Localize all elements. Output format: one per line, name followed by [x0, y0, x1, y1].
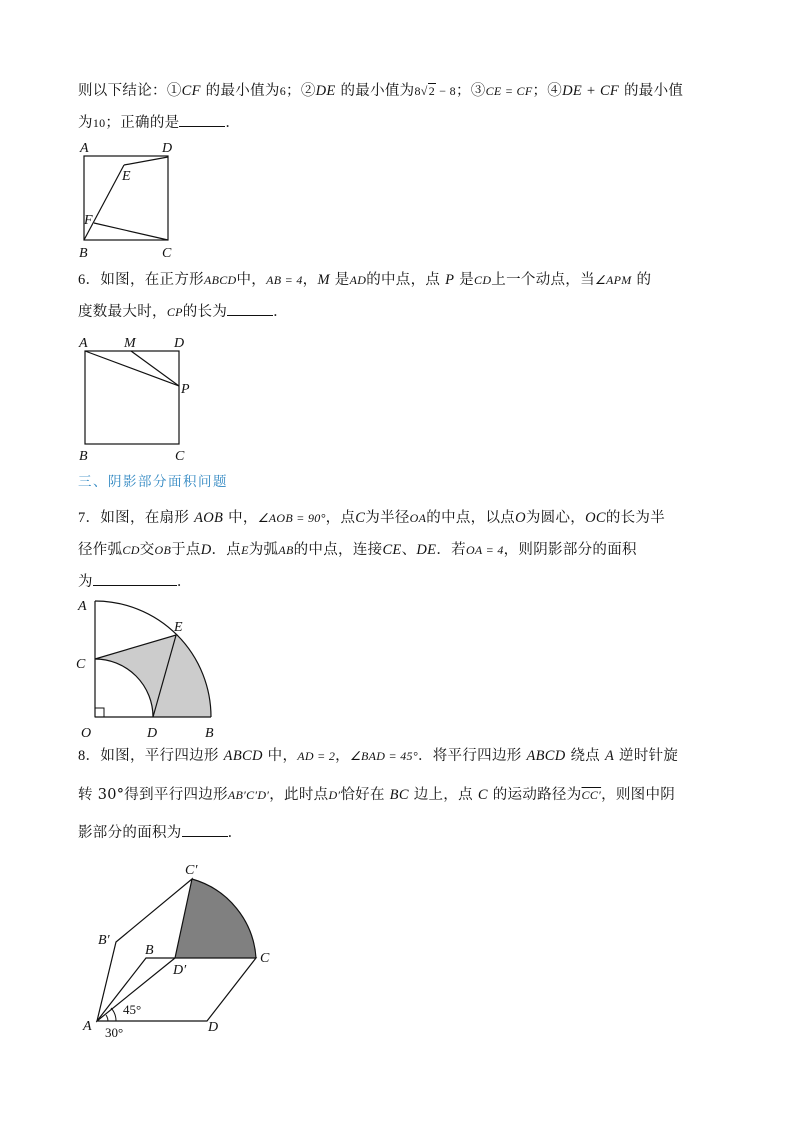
- text: 的最小值为: [335, 83, 415, 99]
- q8-line-1: [78, 746, 678, 766]
- math-expr: DE + CF: [562, 83, 620, 99]
- label-f: F: [84, 213, 93, 228]
- text: 是: [329, 272, 350, 288]
- math-var: M: [317, 272, 330, 288]
- label-a: A: [83, 1019, 92, 1034]
- q8-line-2: [78, 785, 675, 805]
- right-angle-mark: [95, 708, 104, 717]
- label-b: B: [79, 246, 88, 261]
- answer-blank[interactable]: [93, 571, 177, 586]
- label-a: A: [80, 141, 89, 156]
- segment-mp: [131, 351, 179, 386]
- text: 为半径: [365, 510, 410, 526]
- math-var: CE: [382, 542, 402, 558]
- text: 上一个动点，当: [491, 272, 595, 288]
- label-b: B: [79, 449, 88, 460]
- text: 为圆心，: [525, 510, 586, 526]
- label-b: B: [145, 943, 154, 958]
- label-c: C: [76, 657, 86, 672]
- angle-45-mark: [111, 1008, 116, 1021]
- text: 是: [454, 272, 475, 288]
- text: 于点: [171, 542, 201, 558]
- text: ；正确的是: [105, 115, 180, 131]
- text: 如图，平行四边形: [100, 748, 224, 764]
- label-d: D: [147, 726, 158, 741]
- label-c-prime: C′: [185, 863, 198, 878]
- text: 的: [631, 272, 652, 288]
- text: 的最小值为: [200, 83, 280, 99]
- period: ．: [225, 115, 241, 131]
- answer-blank[interactable]: [182, 822, 228, 837]
- shaded-region: [95, 635, 211, 717]
- separator: ；: [286, 83, 301, 99]
- text: 如图，在扇形: [100, 510, 195, 526]
- math-var: D′: [328, 788, 341, 802]
- conclusion-2-number: ②: [300, 83, 316, 99]
- math-var: AOB: [194, 510, 224, 526]
- label-c: C: [260, 951, 270, 966]
- math-var: E: [241, 543, 249, 557]
- math-expr: CE = CF: [485, 84, 533, 98]
- text: 影部分的面积为: [78, 825, 182, 841]
- math-expr: AD = 2: [297, 749, 336, 763]
- square-abcd: [85, 351, 179, 444]
- math-value: − 8: [436, 84, 456, 98]
- label-e: E: [174, 620, 183, 635]
- math-var: ABCD: [203, 273, 237, 287]
- text: 的中点，以点: [426, 510, 516, 526]
- period: ．: [227, 825, 243, 841]
- label-d: D: [174, 336, 185, 351]
- text: 的长为半: [605, 510, 666, 526]
- text: 中，: [236, 272, 267, 288]
- answer-blank[interactable]: [179, 112, 225, 127]
- text: 为弧: [248, 542, 279, 558]
- label-b: B: [205, 726, 214, 741]
- math-var: A: [604, 748, 615, 764]
- q5-line-2: [78, 112, 240, 133]
- sqrt-symbol: √: [420, 84, 428, 98]
- question-number: 7．: [78, 510, 101, 526]
- text: ，此时点: [269, 787, 329, 803]
- conclusion-4-number: ④: [547, 83, 563, 99]
- math-value: 6: [279, 84, 286, 98]
- math-value: 8: [414, 84, 421, 98]
- segment-fc: [94, 223, 168, 240]
- text: 为: [78, 115, 93, 131]
- text: 的中点，连接: [293, 542, 383, 558]
- math-var: OC: [585, 510, 606, 526]
- q8-figure: [75, 850, 285, 1045]
- label-d-prime: D′: [173, 963, 187, 978]
- separator: ；: [532, 83, 548, 99]
- q6-line-2: [78, 301, 288, 322]
- text: ，点: [325, 510, 356, 526]
- question-number: 6．: [78, 272, 101, 288]
- q5-line-1: [78, 81, 683, 101]
- text: 中，: [262, 748, 298, 764]
- conclusion-1-number: ①: [166, 83, 182, 99]
- text: ，则阴影部分的面积: [503, 542, 637, 558]
- math-var: OA: [409, 511, 427, 525]
- math-expr: ∠APM: [594, 273, 632, 287]
- text: ．若: [436, 542, 466, 558]
- label-o: O: [81, 726, 92, 741]
- q7-figure: [70, 595, 230, 743]
- text: 逆时针旋: [614, 748, 679, 764]
- q5-figure: [70, 135, 200, 265]
- text: ．点: [211, 542, 242, 558]
- text: ，: [302, 272, 318, 288]
- text: 为: [78, 574, 93, 590]
- math-var: DE: [315, 83, 336, 99]
- label-p: P: [181, 382, 190, 397]
- text: 恰好在: [340, 787, 390, 803]
- text: ，: [335, 748, 350, 764]
- period: ．: [176, 574, 192, 590]
- arc-notation: CC′: [581, 788, 602, 802]
- math-var: BC: [389, 787, 409, 803]
- text: 的最小值: [619, 83, 684, 99]
- label-a: A: [78, 599, 87, 614]
- period: ．: [273, 304, 288, 320]
- q8-line-3: [78, 822, 242, 843]
- text: 度数最大时，: [78, 304, 167, 320]
- answer-blank[interactable]: [227, 301, 273, 316]
- math-var: C: [477, 787, 488, 803]
- angle-30-mark: [106, 1015, 108, 1021]
- text: 如图，在正方形: [100, 272, 204, 288]
- question-number: 8．: [78, 748, 101, 764]
- q7-line-3: [78, 571, 192, 592]
- math-var: D: [200, 542, 212, 558]
- label-a: A: [79, 336, 88, 351]
- math-expr: ∠BAD = 45°: [349, 749, 418, 763]
- text: 交: [139, 542, 155, 558]
- label-d: D: [208, 1020, 219, 1035]
- q5-intro: 则以下结论：: [78, 83, 167, 99]
- math-var: ABCD: [526, 748, 566, 764]
- angle-30-label: 30°: [105, 1025, 124, 1040]
- math-expr: AB = 4: [266, 273, 303, 287]
- text: 绕点: [565, 748, 605, 764]
- angle-45-label: 45°: [123, 1002, 142, 1017]
- math-var: AB: [278, 543, 294, 557]
- conclusion-3-number: ③: [470, 83, 486, 99]
- math-expr: ∠AOB = 90°: [257, 511, 326, 525]
- math-var: AB′C′D′: [227, 788, 270, 802]
- q6-figure: [70, 330, 200, 460]
- math-var: AD: [349, 273, 367, 287]
- text: ．将平行四边形: [417, 748, 527, 764]
- section-heading: 三、阴影部分面积问题: [78, 474, 228, 490]
- q6-line-1: [78, 270, 651, 290]
- separator: ；: [455, 83, 471, 99]
- label-m: M: [124, 336, 136, 351]
- label-c: C: [162, 246, 172, 261]
- segment-ed: [124, 157, 168, 165]
- label-b-prime: B′: [98, 933, 110, 948]
- math-var: DE: [416, 542, 437, 558]
- math-var: CD: [122, 543, 140, 557]
- math-var: ABCD: [223, 748, 263, 764]
- math-var: CP: [166, 305, 183, 319]
- q7-line-2: [78, 540, 637, 560]
- math-value: 10: [92, 116, 106, 130]
- label-e: E: [122, 169, 131, 184]
- text: 、: [401, 542, 417, 558]
- math-var: OB: [154, 543, 172, 557]
- text: 中，: [223, 510, 258, 526]
- text: 的运动路径为: [487, 787, 582, 803]
- math-var: CF: [181, 83, 201, 99]
- text: 转 30°得到平行四边形: [78, 787, 228, 803]
- q7-line-1: [78, 508, 665, 528]
- math-var: C: [355, 510, 366, 526]
- math-var: O: [515, 510, 526, 526]
- math-var: P: [445, 272, 455, 288]
- math-var: CD: [474, 273, 492, 287]
- text: ，则图中阴: [601, 787, 676, 803]
- label-c: C: [175, 449, 185, 460]
- text: 径作弧: [78, 542, 123, 558]
- label-d: D: [162, 141, 173, 156]
- sqrt-radicand: 2: [428, 84, 435, 98]
- segment-ap: [85, 351, 179, 386]
- text: 的长为: [182, 304, 228, 320]
- text: 的中点，点: [366, 272, 446, 288]
- text: 边上，点: [408, 787, 478, 803]
- math-expr: OA = 4: [465, 543, 504, 557]
